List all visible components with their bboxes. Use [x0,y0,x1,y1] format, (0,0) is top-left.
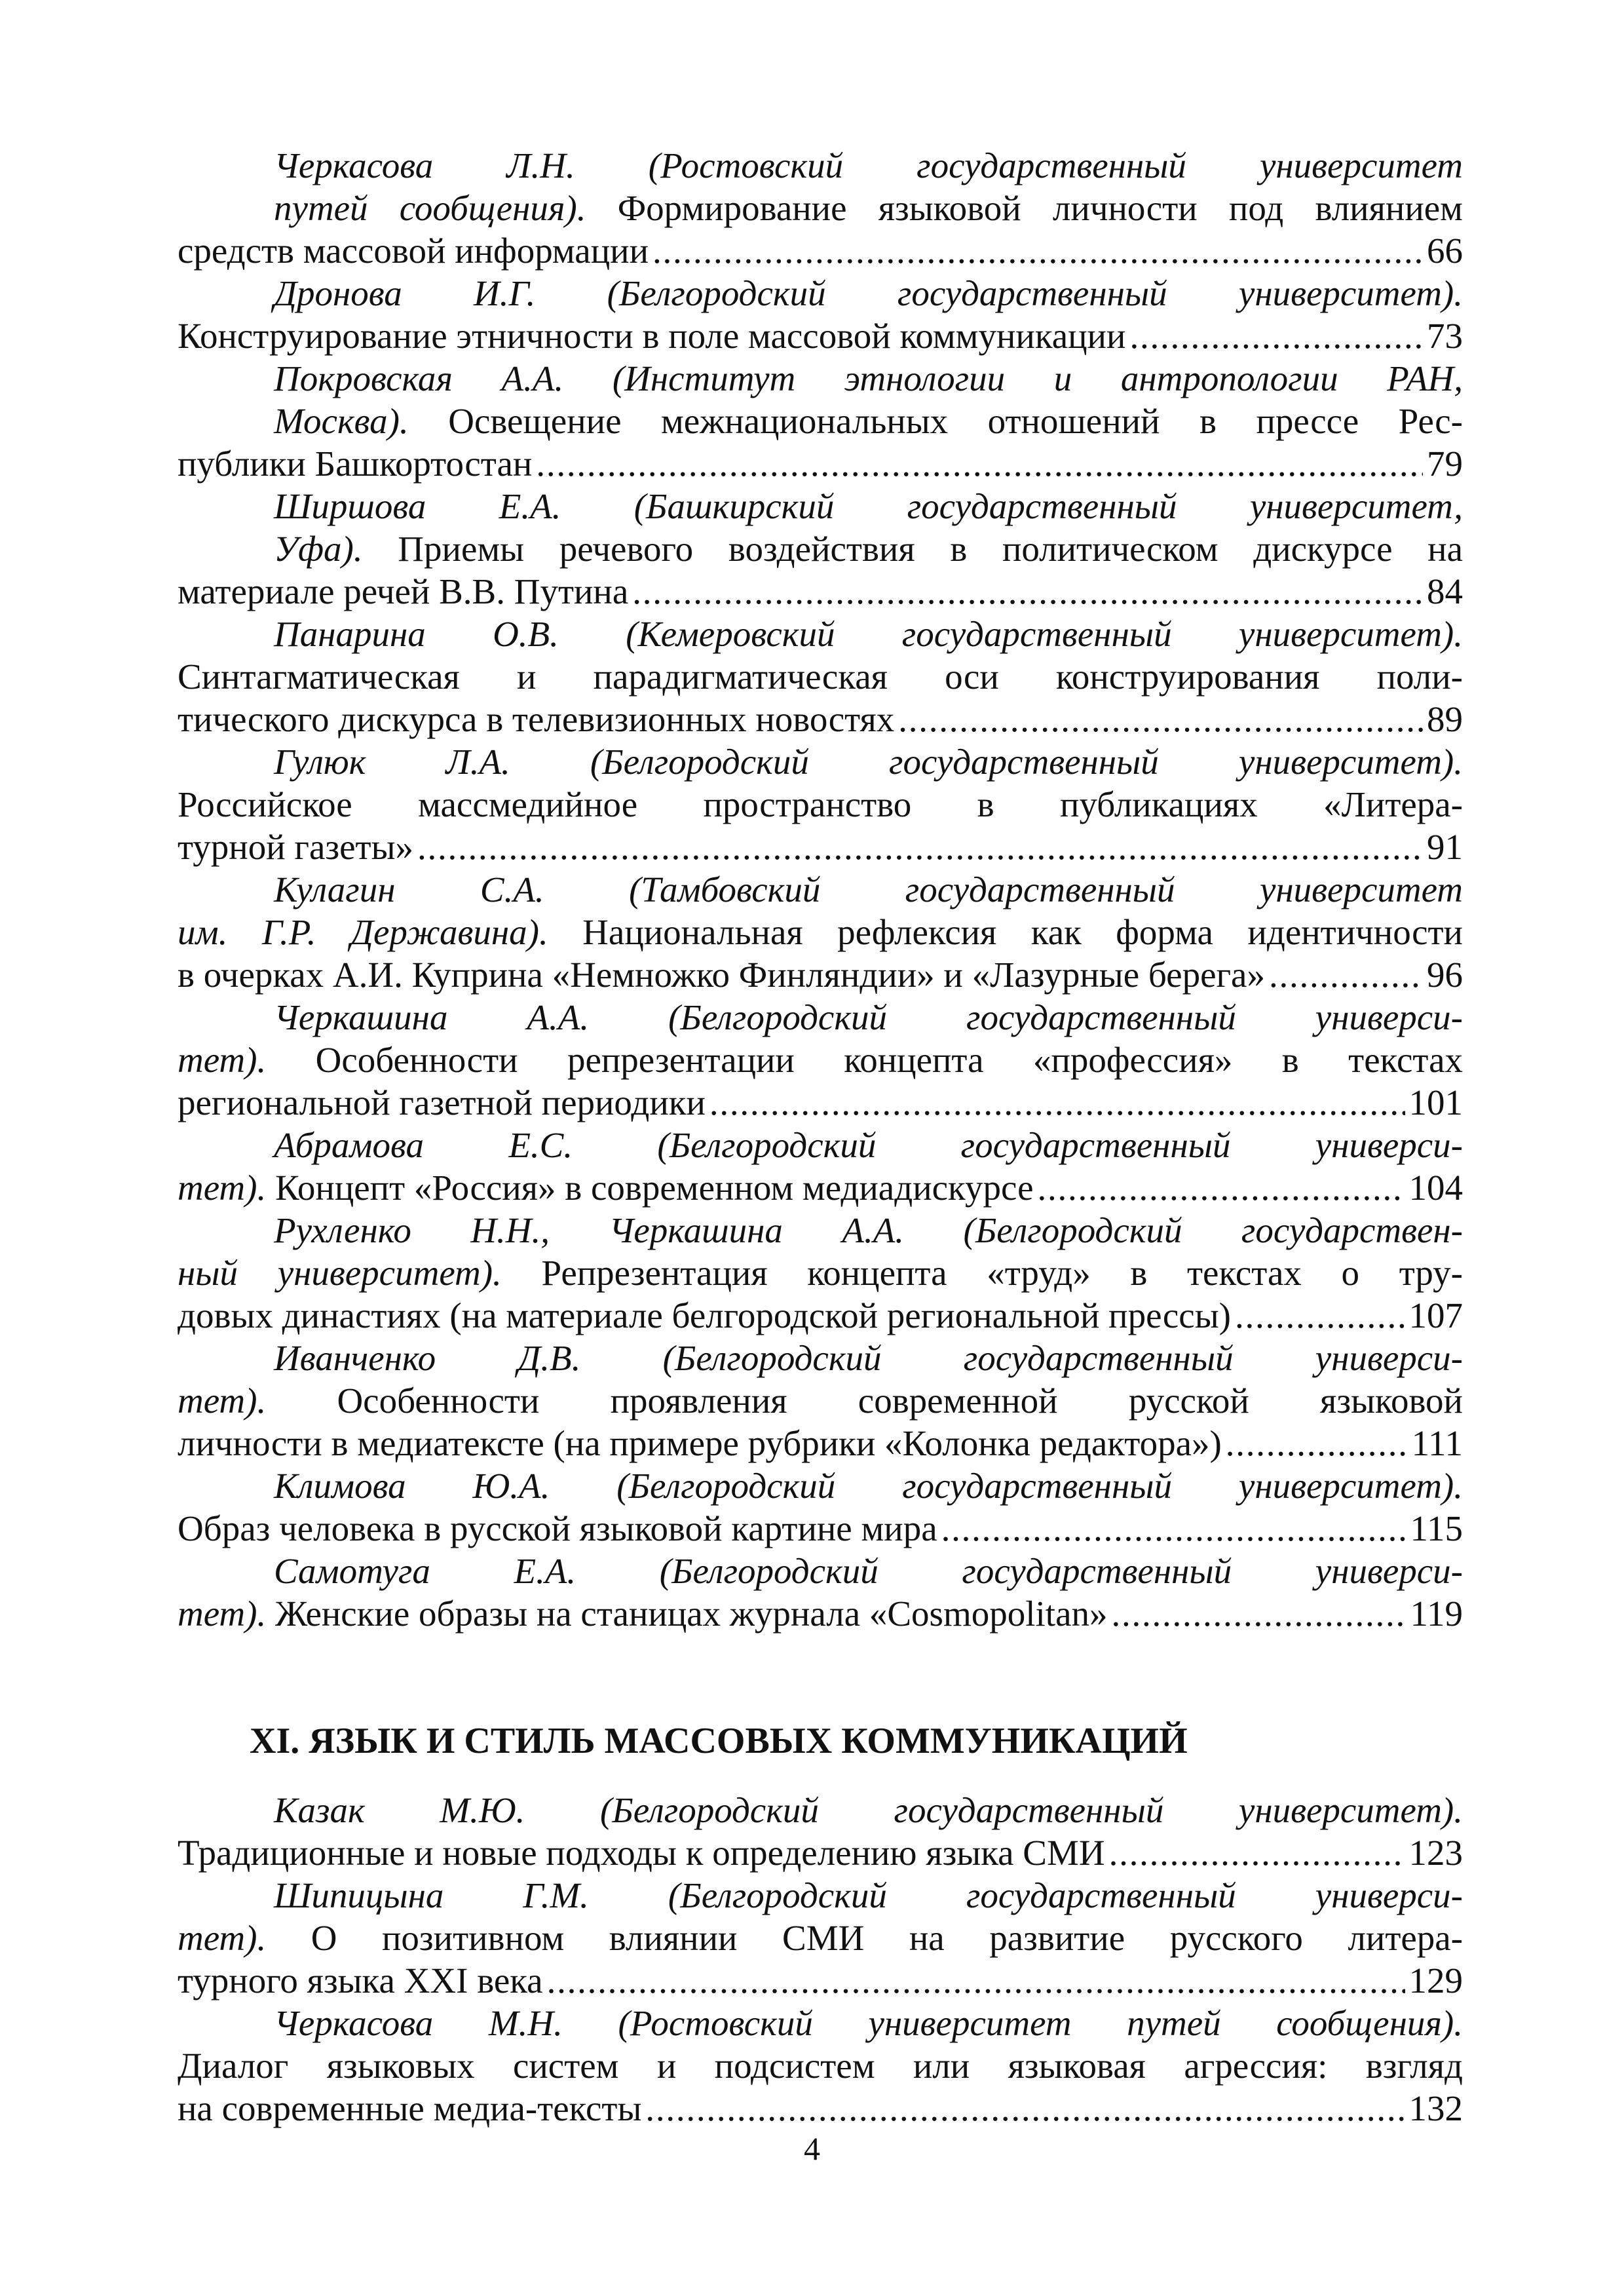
entry-title-line [178,1252,1463,1294]
page-ref: 129 [1408,1961,1463,2000]
entry-title: региональной газетной периодики [178,1082,706,1122]
entry-last-line [178,570,1463,613]
entry-affiliation: Москва). [274,401,409,441]
toc-list-1 [178,144,1463,1635]
page-ref: 115 [1410,1508,1463,1548]
toc-page [178,144,1463,2130]
entry-author: Шипицына Г.М. (Белгородский государственный универси- [274,1875,1463,1915]
dot-leader [941,1507,1407,1550]
entry-title: Особенности проявления современной русской языковой [266,1381,1463,1421]
page-ref: 96 [1427,955,1463,995]
dot-leader [1037,1166,1405,1209]
page-ref: 89 [1427,699,1463,739]
entry-affiliation: Уфа). [274,529,363,569]
entry-affiliation: тет). [178,1594,267,1634]
entry-title: в очерках А.И. Куприна «Немножко Финляндии» и «Лазурные берега» [178,955,1265,995]
entry-title: на современные медиа-тексты [178,2088,642,2128]
page-ref: 101 [1408,1082,1463,1122]
toc-entry [178,1209,1463,1337]
entry-last-line [178,315,1463,357]
entry-affiliation: тет). [178,1918,267,1958]
toc-entry [178,1124,1463,1209]
entry-title: тического дискурса в телевизионных новостях [178,699,895,739]
entry-title: Образ человека в русской языковой картине мира [178,1508,937,1548]
toc-entry [178,613,1463,740]
entry-last-line [178,1422,1463,1464]
toc-entry [178,144,1463,272]
entry-title: публики Башкортостан [178,444,533,484]
entry-author: Покровская А.А. (Институт этнологии и антропологии РАН, [274,358,1463,398]
dot-leader [536,442,1423,485]
entry-author: Иванченко Д.В. (Белгородский государственный универси- [274,1338,1463,1378]
entry-title: средств массовой информации [178,231,649,271]
entry-last-line [178,1959,1463,2002]
toc-entry [178,868,1463,996]
dot-leader [645,2087,1405,2130]
entry-title: Концепт «Россия» в современном медиадискурсе [266,1168,1034,1208]
page-ref: 73 [1427,316,1463,356]
entry-title: турного языка XXI века [178,1961,543,2000]
page-ref: 111 [1411,1423,1463,1463]
entry-title: Женские образы на станицах журнала «Cosmopolitan» [266,1594,1108,1634]
entry-title-line [178,187,1463,229]
page-ref: 91 [1427,827,1463,867]
dot-leader [709,1081,1405,1124]
entry-title: Российское массмедийное пространство в публикациях «Литера- [178,784,1463,824]
entry-author: Черкасова М.Н. (Ростовский университет путей сообщения). [274,2003,1463,2043]
dot-leader [1112,1592,1407,1635]
entry-author: Рухленко Н.Н., Черкашина А.А. (Белгородский государствен- [274,1210,1463,1250]
entry-title-line [178,1379,1463,1422]
entry-title: Диалог языковых систем и подсистем или языковая агрессия: взгляд [178,2046,1463,2086]
toc-entry [178,1337,1463,1464]
entry-title-line [178,527,1463,570]
entry-title: Синтагматическая и парадигматическая оси конструирования поли- [178,657,1463,697]
entry-last-line [178,1294,1463,1337]
entry-title: Освещение межнациональных отношений в прессе Рес- [408,401,1463,441]
dot-leader [547,1959,1405,2002]
entry-title-line [178,1039,1463,1081]
entry-author: Черкасова Л.Н. (Ростовский государственный университет [274,145,1463,185]
entry-last-line [178,698,1463,740]
toc-entry [178,740,1463,868]
entry-last-line [178,953,1463,996]
entry-last-line [178,1081,1463,1124]
entry-title: турной газеты» [178,827,414,867]
entry-author: Черкашина А.А. (Белгородский государственный универси- [274,997,1463,1037]
toc-entry [178,2002,1463,2130]
entry-author: Климова Ю.А. (Белгородский государственный университет). [274,1466,1463,1506]
dot-leader [898,698,1423,740]
entry-title-line [178,400,1463,442]
dot-leader [1129,315,1423,357]
entry-last-line [178,1507,1463,1550]
page-ref: 104 [1408,1168,1463,1208]
entry-last-line [178,1831,1463,1874]
toc-entry [178,1789,1463,1874]
entry-last-line [178,2087,1463,2130]
entry-last-line [178,1166,1463,1209]
entry-title-line [178,655,1463,698]
dot-leader [1226,1422,1408,1464]
entry-author: Панарина О.В. (Кемеровский государственный университет). [274,614,1463,654]
entry-title: Формирование языковой личности под влиянием [586,188,1463,228]
page-ref: 107 [1408,1295,1463,1335]
dot-leader [1269,953,1423,996]
toc-list-2 [178,1789,1463,2130]
entry-title: Национальная рефлексия как форма идентичности [548,912,1463,952]
entry-author: Казак М.Ю. (Белгородский государственный университет). [274,1790,1463,1830]
entry-author: Самотуга Е.А. (Белгородский государственный универси- [274,1551,1463,1591]
entry-author: Гулюк Л.А. (Белгородский государственный университет). [274,742,1463,782]
page-number: 4 [804,2130,820,2167]
entry-author: Кулагин С.А. (Тамбовский государственный университет [274,870,1463,909]
entry-title-line [178,1917,1463,1959]
entry-title: довых династиях (на материале белгородской региональной прессы) [178,1295,1231,1335]
toc-entry [178,272,1463,357]
entry-title: Особенности репрезентации концепта «профессия» в текстах [266,1040,1463,1080]
entry-affiliation: тет). [178,1040,267,1080]
entry-last-line [178,1592,1463,1635]
entry-last-line [178,826,1463,868]
dot-leader [652,229,1423,272]
toc-entry [178,357,1463,485]
entry-last-line [178,229,1463,272]
page-ref: 119 [1410,1594,1463,1634]
dot-leader [1235,1294,1405,1337]
toc-entry [178,1874,1463,2002]
entry-title: О позитивном влиянии СМИ на развитие русского литера- [266,1918,1463,1958]
toc-entry [178,485,1463,613]
entry-affiliation: им. Г.Р. Державина). [178,912,548,952]
entry-title-line [178,911,1463,953]
page-ref: 84 [1427,571,1463,611]
page-ref: 132 [1408,2088,1463,2128]
entry-affiliation: тет). [178,1168,267,1208]
dot-leader [632,570,1423,613]
dot-leader [1109,1831,1405,1874]
entry-last-line [178,442,1463,485]
entry-affiliation: тет). [178,1381,267,1421]
entry-title-line [178,783,1463,826]
entry-author: Ширшова Е.А. (Башкирский государственный университет, [274,486,1463,526]
entry-title: Конструирование этничности в поле массовой коммуникации [178,316,1126,356]
entry-title: Традиционные и новые подходы к определению языка СМИ [178,1833,1105,1873]
entry-title: Приемы речевого воздействия в политическом дискурсе на [362,529,1463,569]
entry-title: Репрезентация концепта «труд» в текстах о тру- [501,1253,1463,1293]
entry-affiliation: ный университет). [178,1253,502,1293]
page-ref: 66 [1427,231,1463,271]
section-heading: XI. ЯЗЫК И СТИЛЬ МАССОВЫХ КОММУНИКАЦИЙ [250,1721,1188,1761]
entry-title: личности в медиатексте (на примере рубрики «Колонка редактора») [178,1423,1222,1463]
entry-title: материале речей В.В. Путина [178,571,629,611]
page-ref: 79 [1427,444,1463,484]
toc-entry [178,1550,1463,1635]
entry-author: Дронова И.Г. (Белгородский государственный университет). [274,273,1463,313]
page-ref: 123 [1408,1833,1463,1873]
toc-entry [178,996,1463,1124]
entry-title-line [178,2044,1463,2087]
entry-affiliation: путей сообщения). [274,188,586,228]
toc-entry [178,1464,1463,1550]
dot-leader [417,826,1423,868]
entry-author: Абрамова Е.С. (Белгородский государственный универси- [274,1125,1463,1165]
